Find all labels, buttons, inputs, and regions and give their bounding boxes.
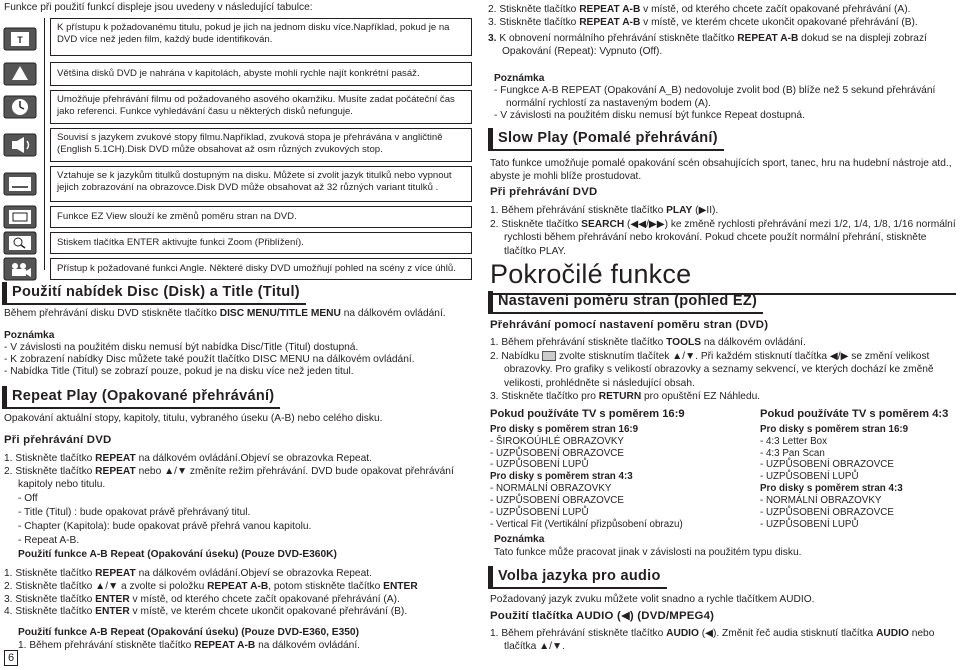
body-text: na dálkovém ovládání. — [340, 308, 446, 319]
step-text: Během přehrávání stiskněte tlačítko — [29, 640, 195, 651]
note-text: V závislosti na použitém disku nemusí být funkce Repeat dostupná. — [500, 110, 805, 121]
group-heading: Pro disky s poměrem stran 16:9 — [490, 423, 639, 435]
step-text: (◀). Změnit řeč audia stisknutí tlačítka — [698, 628, 877, 639]
step-text: pro opuštění EZ Náhledu. — [641, 391, 761, 402]
item-text: UZPŮSOBENÍ LUPŮ — [765, 519, 859, 531]
tv-4-3-column — [760, 408, 956, 531]
audio-intro: Požadovaný jazyk zvuku můžete volit snadno a rychle tlačítkem AUDIO. — [490, 594, 815, 605]
heading-text: Repeat Play (Opakované přehrávání) — [7, 386, 280, 409]
chapter-icon — [2, 61, 38, 87]
heading-text: Slow Play (Pomalé přehrávání) — [493, 128, 724, 151]
repeat-mode: - Title (Titul) : bude opakovat právě přehrávaný titul. — [18, 507, 251, 518]
repeat-mode: - Chapter (Kapitola): bude opakovat právě přehrá vanou kapitolu. — [18, 521, 312, 532]
note-text: Nabídka Title (Titul) se zobrazí pouze, pokud je na disku více než jeden titul. — [10, 366, 354, 377]
note-text: V závislosti na použitém disku nemusí být nabídka Disc/Title (Titul) dostupná. — [10, 342, 359, 353]
step-text: Stiskněte tlačítko — [15, 568, 96, 579]
aspect-heading — [488, 291, 763, 314]
list-item: - UZPŮSOBENÍ LUPŮ — [490, 459, 589, 471]
ab-repeat-heading-1: Použití funkce A-B Repeat (Opakování úseku) (Pouze DVD-E360K) — [18, 549, 337, 560]
step-text: Nabídku — [501, 351, 543, 362]
time-icon — [2, 94, 38, 120]
repeat-heading — [2, 386, 280, 409]
function-row-zoom — [2, 232, 472, 254]
item-text: UZPŮSOBENÍ OBRAZOVCE — [765, 507, 894, 519]
item-text: UZPŮSOBENÍ LUPŮ — [495, 507, 589, 519]
audio-subheading: Použití tlačítka AUDIO (◀) (DVD/MPEG4) — [490, 610, 715, 622]
function-desc: Přístup k požadované funkci Angle. Některé disky DVD umožňují pohled na scény z více úhlů. — [50, 258, 472, 280]
item-text: UZPŮSOBENÍ OBRAZOVCE — [495, 495, 624, 507]
slow-play-intro: Tato funkce umožňuje pomalé opakování scén obsahujících sport, tanec, hru na hudební nástroje atd., abyste je mohli blíže prostudovat. — [490, 158, 952, 183]
repeat-mode: - Repeat A-B. — [18, 535, 80, 546]
ab-step — [488, 3, 956, 16]
list-item: - UZPŮSOBENÍ LUPŮ — [760, 471, 859, 483]
body-text: Během přehrávání disku DVD stiskněte tlačítko — [4, 308, 220, 319]
step-bold: REPEAT A-B — [207, 581, 269, 592]
list-item: - NORMÁLNÍ OBRAZOVKY — [760, 495, 882, 507]
angle-icon — [2, 256, 38, 282]
ez-view-icon — [2, 204, 38, 230]
ab-step: 1. Stiskněte tlačítko REPEAT na dálkovém ovládání.Objeví se obrazovka Repeat. — [4, 568, 372, 579]
item-text: 4:3 Pan Scan — [765, 447, 825, 459]
note-item: - Nabídka Title (Titul) se zobrazí pouze, pokud je na disku více než jeden titul. — [4, 366, 354, 377]
note-item: - V závislosti na použitém disku nemusí být nabídka Disc/Title (Titul) dostupná. — [4, 342, 359, 353]
step-number: 3. — [488, 33, 497, 44]
note-text: Tato funkce může pracovat jinak v závislosti na použitém typu disku. — [494, 547, 802, 558]
step-bold: RETURN — [598, 391, 642, 402]
step-text: K obnovení normálního přehrávání stiskněte tlačítko — [499, 33, 738, 44]
audio-heading — [488, 566, 667, 589]
list-item: - UZPŮSOBENÍ OBRAZOVCE — [490, 447, 624, 459]
note-item: - V závislosti na použitém disku nemusí být funkce Repeat dostupná. — [494, 110, 805, 121]
zoom-icon — [2, 230, 38, 256]
step-bold: REPEAT A-B — [194, 640, 256, 651]
step-text: Stiskněte tlačítko — [15, 606, 96, 617]
step-bold: REPEAT — [95, 466, 136, 477]
step-bold: ENTER — [95, 594, 130, 605]
step-text: na dálkovém ovládání.Objeví se obrazovka Repeat. — [135, 568, 372, 579]
note-item: - K zobrazení nabídky Disc můžete také použít tlačítko DISC MENU na dálkovém ovládání. — [4, 354, 415, 365]
slow-play-subheading: Při přehrávání DVD — [490, 186, 598, 198]
slow-step-2: 2. Stiskněte tlačítko SEARCH (◀◀/▶▶) ke změně rychlosti přehrávání mezi 1/2, 1/4, 1/8, 1/16 normální rychlosti během přehrávání nebo krokování. Pokud chcete použít normální přehrání, stiskněte tlačítko PLAY. — [490, 219, 956, 257]
step-bold: AUDIO — [876, 628, 909, 639]
list-item: - UZPŮSOBENÍ OBRAZOVCE — [760, 459, 894, 471]
slow-step-1: 1. Během přehrávání stiskněte tlačítko PLAY (▶II). — [490, 205, 719, 216]
step-bold: REPEAT A-B — [737, 33, 799, 44]
step-bold: TOOLS — [666, 337, 702, 348]
step-number: 2. — [488, 4, 497, 15]
step-text: na dálkovém ovládání.Objeví se obrazovka Repeat. — [135, 453, 372, 464]
step-bold: REPEAT — [95, 568, 136, 579]
item-text: UZPŮSOBENÍ LUPŮ — [765, 471, 859, 483]
function-row-chapter — [2, 62, 472, 86]
note-text: Fungkce A-B REPEAT (Opakování A_B) nedovoluje zvolit bod (B) blíže než 5 sekund přehrávání normální rychlostí za nastaveným bodem (A). — [500, 85, 936, 110]
column-heading: Pokud používáte TV s poměrem 4:3 — [760, 408, 949, 420]
step-bold: PLAY — [666, 205, 693, 216]
note-text: K zobrazení nabídky Disc můžete také použít tlačítko DISC MENU na dálkovém ovládání. — [10, 354, 415, 365]
step-text: nebo ▲/▼ změníte režim přehrávání. DVD bude opakovat přehrávání kapitoly nebo titulu. — [18, 466, 454, 491]
mode-text: Off — [24, 493, 38, 504]
function-desc: Souvisí s jazykem zvukové stopy filmu.Například, zvuková stopa je přehrávána v angličtině (English 5.1CH).Disk DVD může obsahovat až osm různých zvukových stop. — [50, 128, 472, 162]
function-desc: Funkce EZ View slouží ke změnů poměru stran na DVD. — [50, 206, 472, 228]
ab2-step: 1. Během přehrávání stiskněte tlačítko REPEAT A-B na dálkovém ovládání. — [18, 640, 361, 651]
step-text: v místě, ve kterém chcete ukončit opakované přehrávání (B). — [640, 17, 918, 28]
mode-text: Repeat A-B. — [24, 535, 80, 546]
step-bold: REPEAT — [95, 453, 136, 464]
item-text: UZPŮSOBENÍ OBRAZOVCE — [495, 447, 624, 459]
note-title: Poznámka — [494, 534, 545, 545]
disc-title-heading — [2, 282, 306, 305]
step-text: Během přehrávání stiskněte tlačítko — [501, 337, 667, 348]
step-text: nebo tlačítka ▲/▼. — [504, 628, 935, 653]
note-title: Poznámka — [4, 330, 55, 341]
function-row-angle — [2, 258, 472, 280]
function-row-title — [2, 18, 472, 56]
repeat-mode: - Off — [18, 493, 38, 504]
heading-text: Použití nabídek Disc (Disk) a Title (Titul) — [7, 282, 306, 305]
column-heading: Pokud používáte TV s poměrem 16:9 — [490, 408, 685, 420]
list-item: - 4:3 Pan Scan — [760, 447, 825, 459]
list-item: - UZPŮSOBENÍ LUPŮ — [760, 519, 859, 531]
audio-icon — [2, 132, 38, 158]
heading-text: Volba jazyka pro audio — [493, 566, 667, 589]
ab-step: 3. Stiskněte tlačítko ENTER v místě, od kterého chcete začít opakované přehrávání (A). — [4, 594, 400, 605]
ab-repeat-heading-2: Použití funkce A-B Repeat (Opakování úseku) (Pouze DVD-E360, E350) — [18, 627, 359, 638]
list-item: - UZPŮSOBENÍ LUPŮ — [490, 507, 589, 519]
group-heading: Pro disky s poměrem stran 16:9 — [760, 423, 909, 435]
repeat-step-2: 2. Stiskněte tlačítko REPEAT nebo ▲/▼ změníte režim přehrávání. DVD bude opakovat přehrávání kapitoly nebo titulu. — [4, 466, 454, 491]
aspect-step-3: 3. Stiskněte tlačítko pro RETURN pro opuštění EZ Náhledu. — [490, 391, 761, 402]
step-text: v místě, od kterého chcete začít opakované přehrávání (A). — [640, 4, 911, 15]
list-item: - 4:3 Letter Box — [760, 435, 827, 447]
list-item: - Vertical Fit (Vertikální přizpůsobení obrazu) — [490, 519, 683, 531]
function-row-audio — [2, 128, 472, 162]
step-text: dokud se na displeji zobrazí Opakování (Repeat): Vypnuto (Off). — [502, 33, 927, 58]
item-text: ŠIROKOÚHLÉ OBRAZOVKY — [495, 435, 624, 447]
mode-text: Chapter (Kapitola): bude opakovat právě přehrá vanou kapitolu. — [24, 521, 312, 532]
repeat-subheading: Při přehrávání DVD — [4, 434, 112, 446]
function-desc: K přístupu k požadovanému titulu, pokud je jich na jednom disku více.Například, pokud je na DVD více než jeden film, každý bude identifikován. — [50, 18, 472, 56]
group-heading: Pro disky s poměrem stran 4:3 — [760, 483, 903, 495]
item-text: UZPŮSOBENÍ LUPŮ — [495, 459, 589, 471]
step-text: (▶II). — [692, 205, 719, 216]
step-text: , potom stiskněte tlačítko — [268, 581, 384, 592]
list-item: - UZPŮSOBENÍ OBRAZOVCE — [760, 507, 894, 519]
function-desc: Většina disků DVD je nahrána v kapitolách, abyste mohli rychle najít konkrétní pasáž. — [50, 62, 472, 86]
aspect-subheading: Přehrávání pomocí nastavení poměru stran (DVD) — [490, 319, 769, 331]
step-text: Stiskněte tlačítko — [499, 4, 580, 15]
step-text: Stiskněte tlačítko — [15, 453, 96, 464]
step-bold: AUDIO — [666, 628, 699, 639]
ab-step: 4. Stiskněte tlačítko ENTER v místě, ve kterém chcete ukončit opakované přehrávání (B). — [4, 606, 408, 617]
function-desc: Umožňuje přehrávání filmu od požadovaného asového okamžiku. Musíte zadat počáteční čas jako referenci. Funkce vyhledávání času u některých disků nefunguje. — [50, 90, 472, 124]
note-title: Poznámka — [494, 73, 545, 84]
mode-text: Title (Titul) : bude opakovat právě přehrávaný titul. — [24, 507, 251, 518]
step-number: 3. — [488, 17, 497, 28]
function-desc: Stiskem tlačítka ENTER aktivujte funkci Zoom (Přiblížení). — [50, 232, 472, 254]
aspect-step-2: 2. Nabídku zvolte stisknutím tlačítek ▲/▼. Při každém stisknutí tlačítka ◀/▶ se změní velikost obrazovky. Pro grafiky s velikostí obrazovky a seznamy sekvencí, ve kterých dochází ke změně velikosti, prohlédněte si následující obsah. — [490, 351, 934, 389]
item-text: NORMÁLNÍ OBRAZOVKY — [495, 483, 612, 495]
step-text: Stiskněte tlačítko ▲/▼ a zvolte si položku — [15, 581, 208, 592]
step-text: Stiskněte tlačítko pro — [501, 391, 599, 402]
group-heading: Pro disky s poměrem stran 4:3 — [490, 471, 633, 483]
list-item: - UZPŮSOBENÍ OBRAZOVCE — [490, 495, 624, 507]
step-bold: ENTER — [95, 606, 130, 617]
audio-step-1: 1. Během přehrávání stiskněte tlačítko AUDIO (◀). Změnit řeč audia stisknutí tlačítka AUDIO nebo tlačítka ▲/▼. — [490, 628, 935, 653]
slow-play-heading — [488, 128, 724, 151]
step-text: v místě, ve kterém chcete ukončit opakované přehrávání (B). — [129, 606, 408, 617]
step-bold: REPEAT A-B — [579, 4, 641, 15]
step-text: na dálkovém ovládání. — [701, 337, 806, 348]
repeat-step-1: 1. Stiskněte tlačítko REPEAT na dálkovém ovládání.Objeví se obrazovka Repeat. — [4, 453, 372, 464]
step-text: Stiskněte tlačítko — [499, 17, 580, 28]
svg-text:T: T — [17, 35, 23, 45]
item-text: 4:3 Letter Box — [765, 435, 827, 447]
ab-step — [488, 32, 956, 59]
note-item: - Fungkce A-B REPEAT (Opakování A_B) nedovoluje zvolit bod (B) blíže než 5 sekund přehrávání normální rychlostí za nastaveným bodem (A). — [494, 85, 936, 110]
body-bold: DISC MENU/TITLE MENU — [219, 308, 341, 319]
ez-view-menu-icon — [542, 351, 556, 361]
function-row-ez-view — [2, 206, 472, 228]
heading-text: Nastavení poměru stran (pohled EZ) — [493, 291, 763, 314]
step-text: Stiskněte tlačítko — [15, 594, 96, 605]
subtitle-icon — [2, 171, 38, 197]
disc-title-body — [4, 307, 474, 320]
advanced-functions-title: Pokročilé funkce — [490, 258, 956, 295]
step-text: Stiskněte tlačítko — [15, 466, 96, 477]
function-desc: Vztahuje se k jazykům titulků dostupným na disku. Můžete si zvolit jazyk titulků nebo vypnout jejich zobrazování na obrazovce.Disk DVD může obsahovat až 32 různých variant titulků . — [50, 166, 472, 202]
item-text: NORMÁLNÍ OBRAZOVKY — [765, 495, 882, 507]
ab-step — [488, 16, 956, 29]
step-text: Stiskněte tlačítko — [501, 219, 582, 230]
list-item: - NORMÁLNÍ OBRAZOVKY — [490, 483, 612, 495]
step-text: Během přehrávání stiskněte tlačítko — [501, 628, 667, 639]
ab-step: 2. Stiskněte tlačítko ▲/▼ a zvolte si položku REPEAT A-B, potom stiskněte tlačítko ENTER — [4, 581, 418, 592]
step-text: na dálkovém ovládání. — [255, 640, 361, 651]
item-text: Vertical Fit (Vertikální přizpůsobení obrazu) — [495, 519, 683, 531]
item-text: UZPŮSOBENÍ OBRAZOVCE — [765, 459, 894, 471]
title-icon — [2, 26, 38, 52]
step-bold: REPEAT A-B — [579, 17, 641, 28]
functions-intro: Funkce při použití funkcí displeje jsou uvedeny v následující tabulce: — [4, 2, 313, 13]
list-item: - ŠIROKOÚHLÉ OBRAZOVKY — [490, 435, 624, 447]
step-text: v místě, od kterého chcete začít opakované přehrávání (A). — [129, 594, 400, 605]
repeat-intro: Opakování aktuální stopy, kapitoly, titulu, vybraného úseku (A-B) nebo celého disku. — [4, 413, 383, 424]
function-row-time — [2, 90, 472, 124]
aspect-step-1: 1. Během přehrávání stiskněte tlačítko TOOLS na dálkovém ovládání. — [490, 337, 806, 348]
step-text: Během přehrávání stiskněte tlačítko — [501, 205, 667, 216]
function-row-subtitle — [2, 166, 472, 202]
step-bold: SEARCH — [581, 219, 625, 230]
step-bold: ENTER — [383, 581, 418, 592]
page-number: 6 — [4, 650, 18, 666]
step-text: zvolte stisknutím tlačítek ▲/▼. Při každém stisknutí tlačítka ◀/▶ se změní velikost obrazovky. Pro grafiky s velikostí obrazovky a seznamy sekvencí, ve kterých dochází ke změně velikosti, prohlédněte si následující obsah. — [504, 351, 934, 389]
tv-16-9-column — [490, 408, 750, 531]
step-text: (◀◀/▶▶) ke změně rychlosti přehrávání mezi 1/2, 1/4, 1/8, 1/16 normální rychlosti během přehrávání nebo krokování. Pokud chcete použít normální přehrání, stiskněte tlačítko PLAY. — [504, 219, 956, 257]
